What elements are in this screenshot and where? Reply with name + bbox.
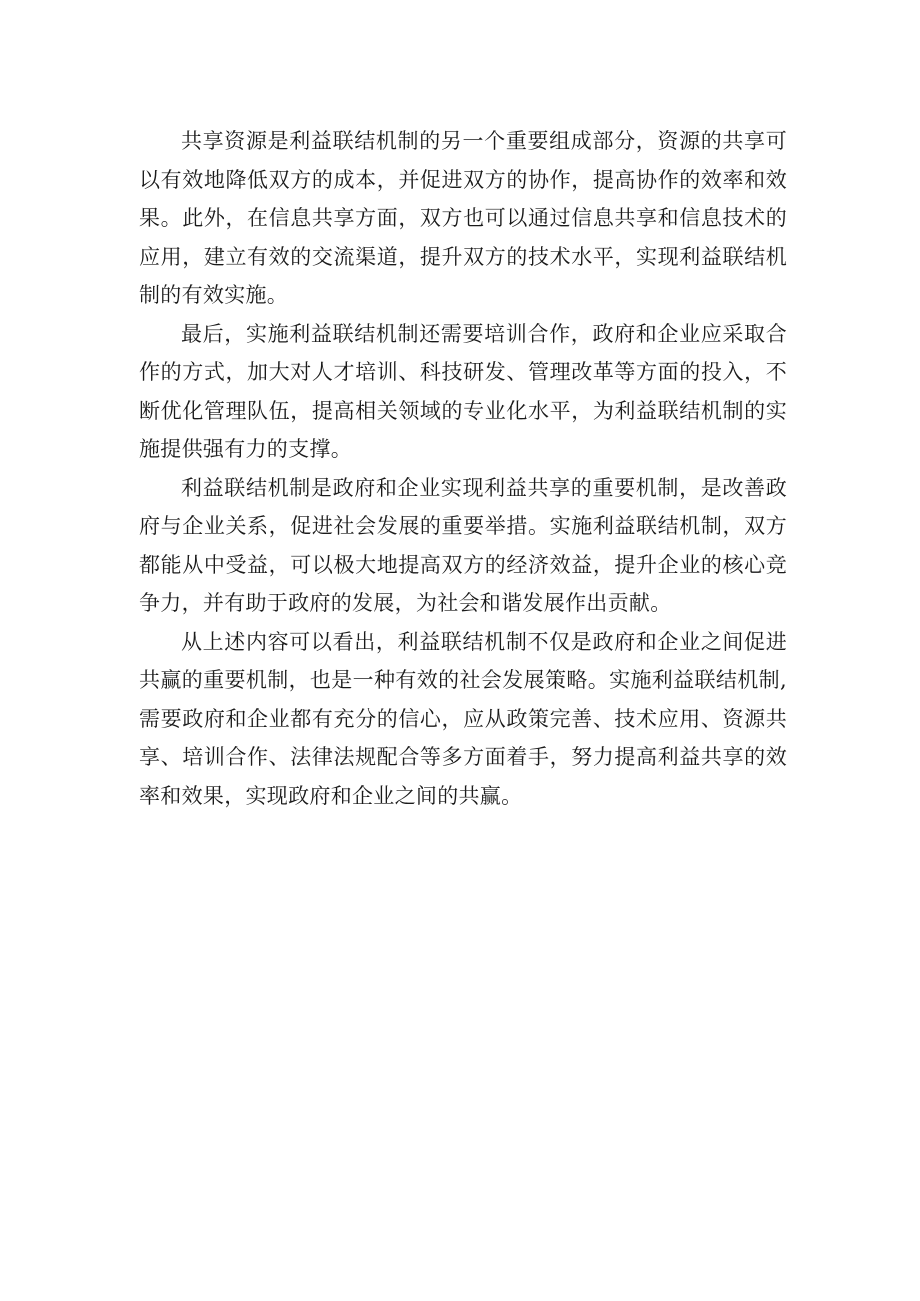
paragraph-training-cooperation: 最后，实施利益联结机制还需要培训合作，政府和企业应采取合作的方式，加大对人才培训、科技研发、管理改革等方面的投入，不断优化管理队伍，提高相关领域的专业化水平，为利益联结机制的实施提供强有力的支撑。	[139, 321, 787, 461]
paragraph-mechanism-benefits: 利益联结机制是政府和企业实现利益共享的重要机制，是改善政府与企业关系，促进社会发展的重要举措。实施利益联结机制，双方都能从中受益，可以极大地提高双方的经济效益，提升企业的核心竞争力，并有助于政府的发展，为社会和谐发展作出贡献。	[139, 475, 787, 615]
document-body	[139, 122, 787, 815]
paragraph-conclusion: 从上述内容可以看出，利益联结机制不仅是政府和企业之间促进共赢的重要机制，也是一种有效的社会发展策略。实施利益联结机制,需要政府和企业都有充分的信心，应从政策完善、技术应用、资源共享、培训合作、法律法规配合等多方面着手，努力提高利益共享的效率和效果，实现政府和企业之间的共赢。	[139, 629, 787, 808]
paragraph-resource-sharing: 共享资源是利益联结机制的另一个重要组成部分，资源的共享可以有效地降低双方的成本，并促进双方的协作，提高协作的效率和效果。此外，在信息共享方面，双方也可以通过信息共享和信息技术的应用，建立有效的交流渠道，提升双方的技术水平，实现利益联结机制的有效实施。	[139, 129, 787, 307]
